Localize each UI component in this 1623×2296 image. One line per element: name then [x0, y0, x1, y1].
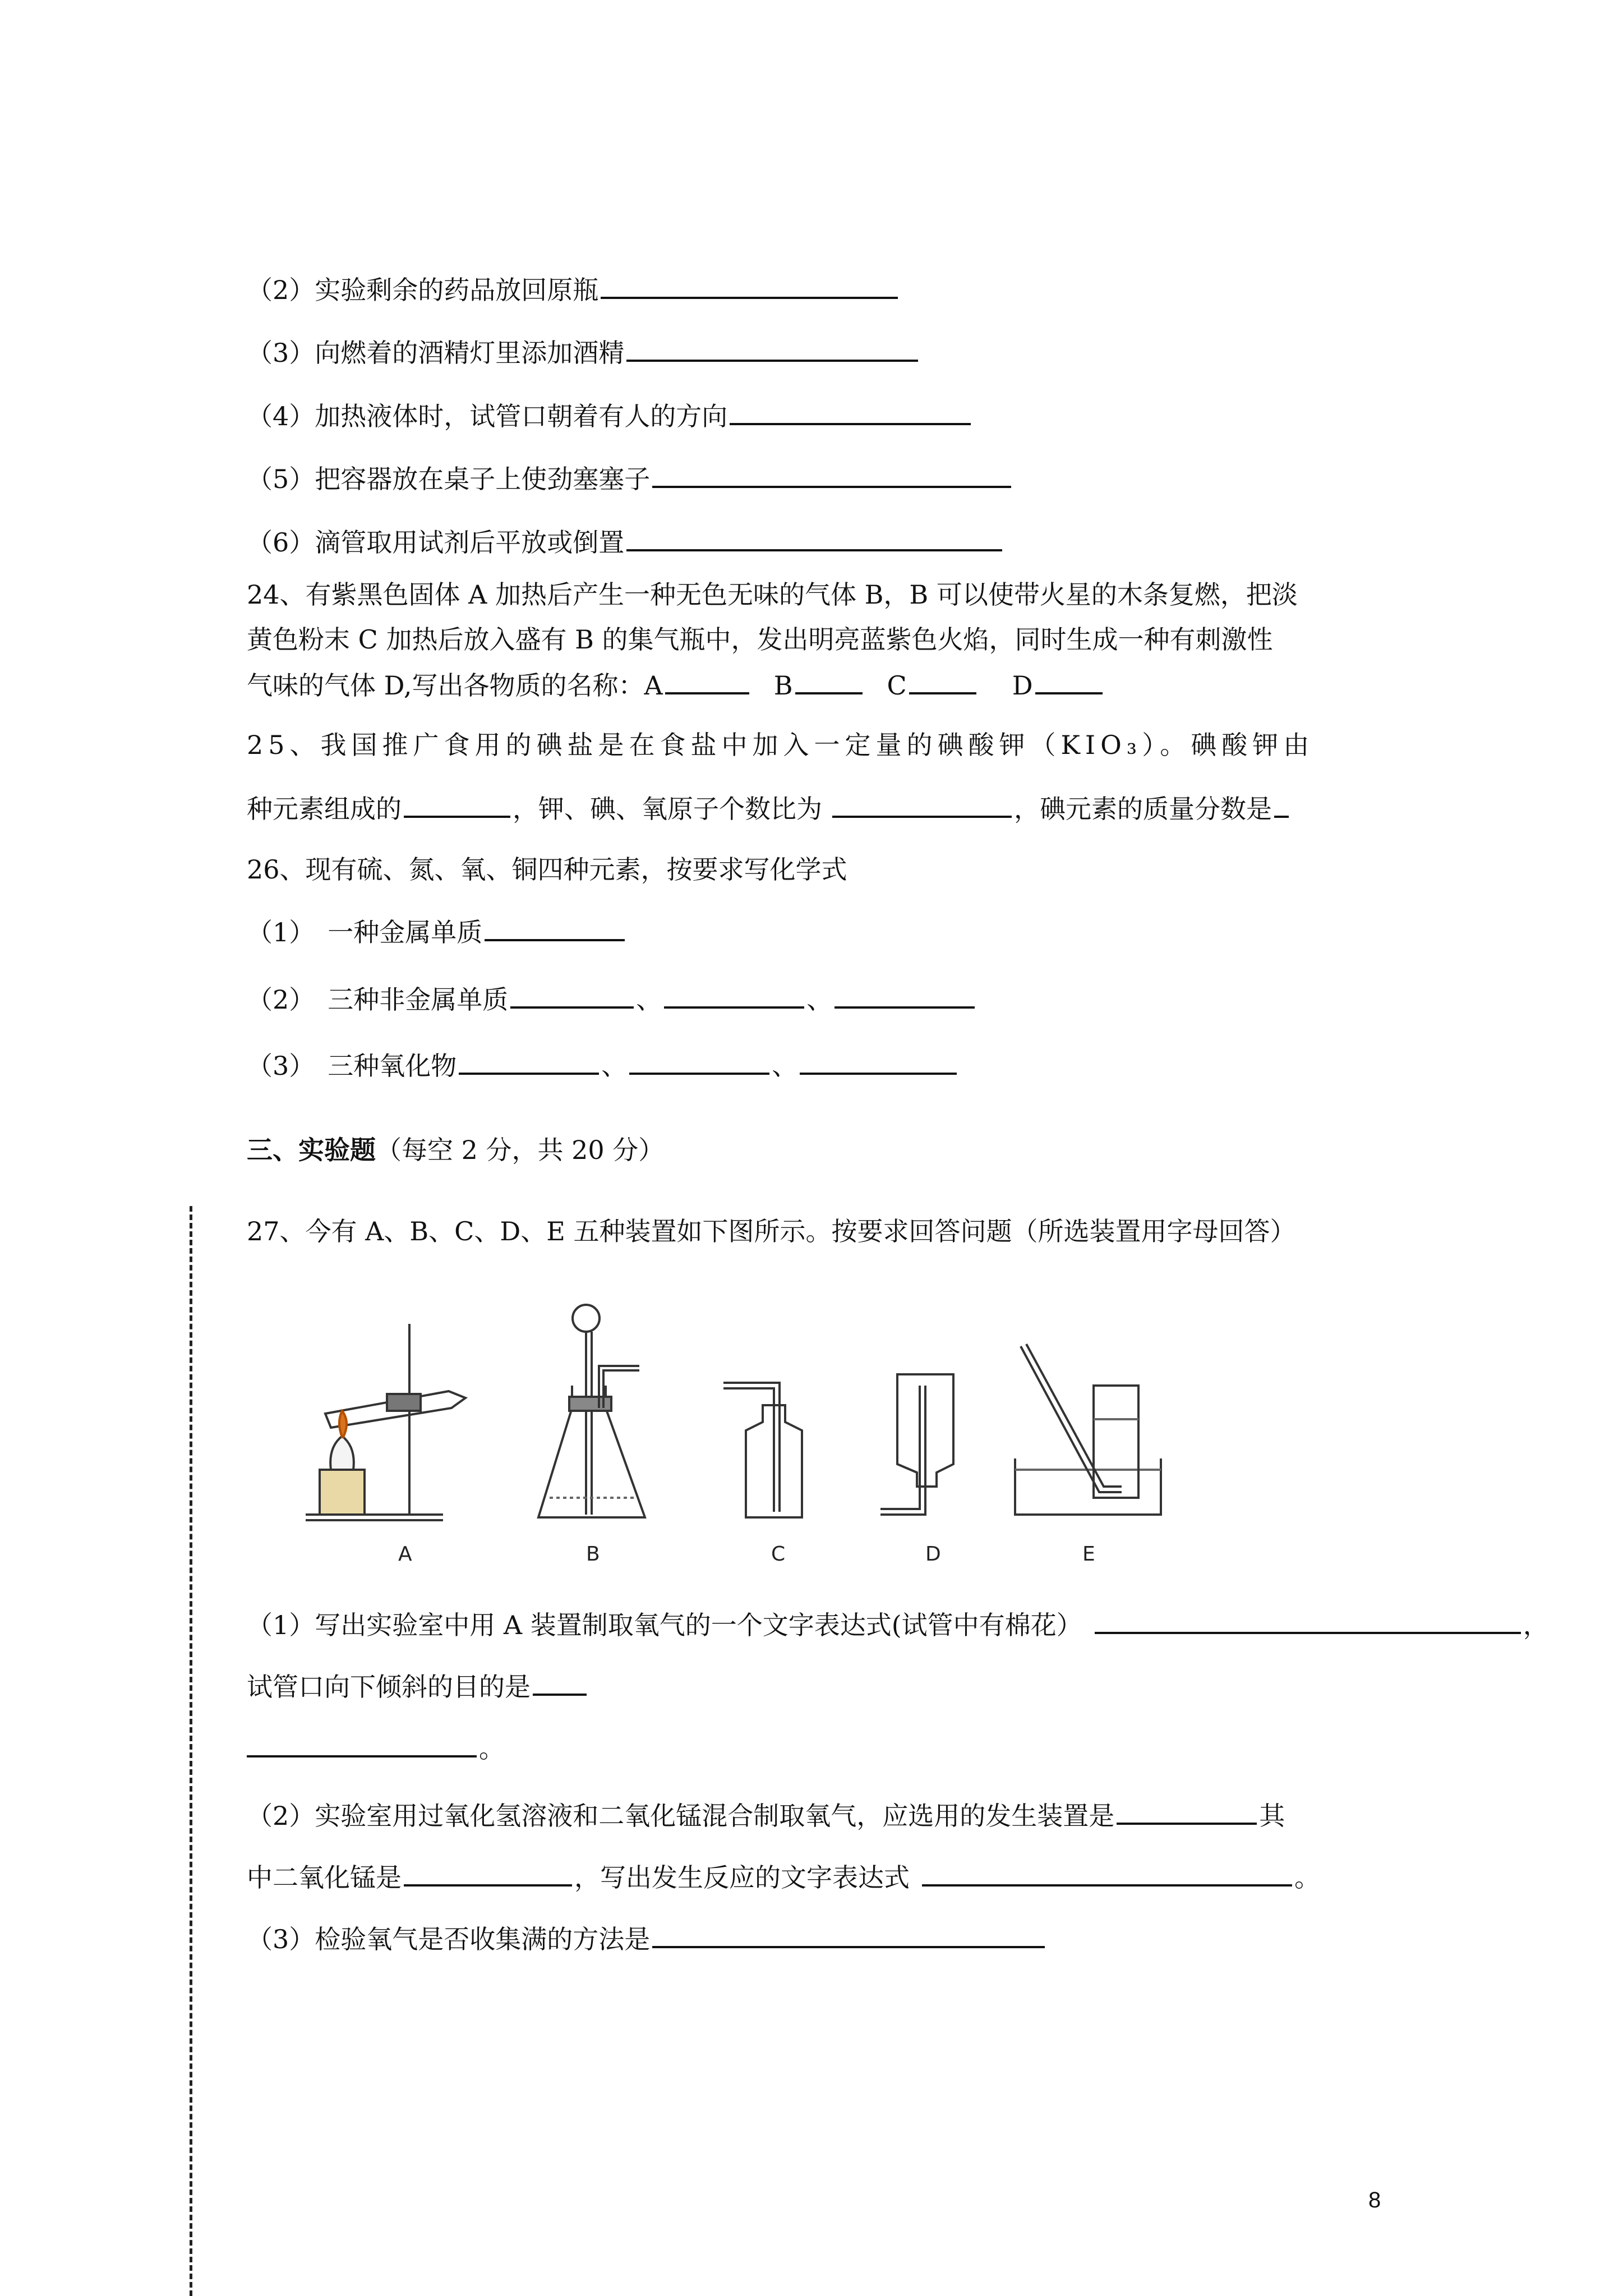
apparatus-figure: [297, 1301, 1206, 1582]
q25-line-2: 种元素组成的 ，钾、碘、氧原子个数比为 ，碘元素的质量分数是: [247, 791, 1291, 826]
answer-blank[interactable]: [626, 524, 1002, 551]
answer-blank[interactable]: [404, 791, 510, 818]
apparatus-c: [723, 1383, 802, 1517]
answer-blank[interactable]: [800, 1048, 957, 1075]
fig-label-b: B: [586, 1543, 600, 1566]
q27-stem: 27、今有 A、B、C、D、E 五种装置如下图所示。按要求回答问题（所选装置用字母回答）: [247, 1216, 1296, 1246]
q26-item-3: （3） 三种氧化物 、 、: [247, 1048, 959, 1083]
answer-blank[interactable]: [485, 914, 625, 941]
fig-label-c: C: [771, 1543, 786, 1566]
answer-blank[interactable]: [626, 335, 918, 362]
q23-item-6: （6）滴管取用试剂后平放或倒置: [247, 524, 1004, 559]
q26-item-1: （1） 一种金属单质: [247, 914, 627, 949]
answer-blank[interactable]: [1095, 1607, 1521, 1634]
answer-blank[interactable]: [664, 982, 804, 1009]
q24-line-1: 24、有紫黑色固体 A 加热后产生一种无色无味的气体 B，B 可以使带火星的木条复燃，把淡: [247, 579, 1298, 610]
q27-part3: （3）检验氧气是否收集满的方法是: [247, 1921, 1047, 1956]
q23-item-5: （5）把容器放在桌子上使劲塞塞子: [247, 461, 1013, 496]
q26-stem: 26、现有硫、氮、氧、铜四种元素，按要求写化学式: [247, 854, 847, 885]
q23-item-3: （3）向燃着的酒精灯里添加酒精: [247, 335, 920, 370]
answer-blank[interactable]: [1274, 791, 1289, 818]
q26-item-2: （2） 三种非金属单质 、 、: [247, 982, 977, 1016]
apparatus-b: [538, 1305, 645, 1517]
answer-blank-a[interactable]: [665, 668, 749, 694]
answer-blank[interactable]: [533, 1669, 587, 1696]
apparatus-d: [880, 1374, 953, 1515]
answer-blank[interactable]: [404, 1860, 572, 1887]
answer-blank[interactable]: [510, 982, 634, 1009]
q27-part2-line2: 中二氧化锰是 ，写出发生反应的文字表达式 。: [247, 1860, 1320, 1894]
answer-blank[interactable]: [832, 791, 1012, 818]
answer-blank[interactable]: [247, 1731, 477, 1757]
answer-blank[interactable]: [629, 1048, 769, 1075]
page-number: 8: [1368, 2188, 1381, 2212]
answer-blank[interactable]: [1117, 1798, 1257, 1825]
apparatus-e: [1015, 1344, 1161, 1515]
section-3-heading: [247, 1133, 664, 1167]
answer-blank[interactable]: [459, 1048, 599, 1075]
binding-dashed-line: [190, 1206, 192, 2296]
answer-blank[interactable]: [730, 398, 971, 425]
fig-label-d: D: [925, 1543, 941, 1566]
apparatus-a: [306, 1324, 465, 1520]
answer-blank[interactable]: [652, 461, 1011, 488]
section-note: （每空 2 分，共 20 分）: [376, 1135, 665, 1165]
apparatus-drawings: [297, 1301, 1206, 1537]
q24-line-2: 黄色粉末 C 加热后放入盛有 B 的集气瓶中，发出明亮蓝紫色火焰，同时生成一种有刺激性: [247, 624, 1273, 655]
fig-label-a: A: [398, 1543, 412, 1566]
section-title: 三、实验题: [247, 1135, 376, 1165]
q27-part1-line1: （1）写出实验室中用 A 装置制取氧气的一个文字表达式(试管中有棉花） ，: [247, 1607, 1549, 1642]
answer-blank[interactable]: [922, 1860, 1292, 1887]
q25-line-1: 25、我国推广食用的碘盐是在食盐中加入一定量的碘酸钾（KIO₃）。碘酸钾由: [247, 730, 1315, 760]
answer-blank[interactable]: [834, 982, 975, 1009]
answer-blank-b[interactable]: [795, 668, 863, 694]
answer-blank[interactable]: [601, 272, 898, 299]
fig-label-e: E: [1082, 1543, 1095, 1566]
q27-part1-line3: 。: [247, 1731, 505, 1765]
answer-blank-c[interactable]: [909, 668, 976, 694]
answer-blank[interactable]: [652, 1921, 1045, 1948]
q27-part1-line2: 试管口向下倾斜的目的是: [247, 1669, 589, 1704]
q23-item-4: （4）加热液体时，试管口朝着有人的方向: [247, 398, 973, 433]
answer-blank-d[interactable]: [1035, 668, 1103, 694]
q23-item-2: （2）实验剩余的药品放回原瓶: [247, 272, 900, 307]
q24-line-3: 气味的气体 D,写出各物质的名称：A B C D: [247, 668, 1105, 702]
q27-part2-line1: （2）实验室用过氧化氢溶液和二氧化锰混合制取氧气，应选用的发生装置是 其: [247, 1798, 1285, 1833]
